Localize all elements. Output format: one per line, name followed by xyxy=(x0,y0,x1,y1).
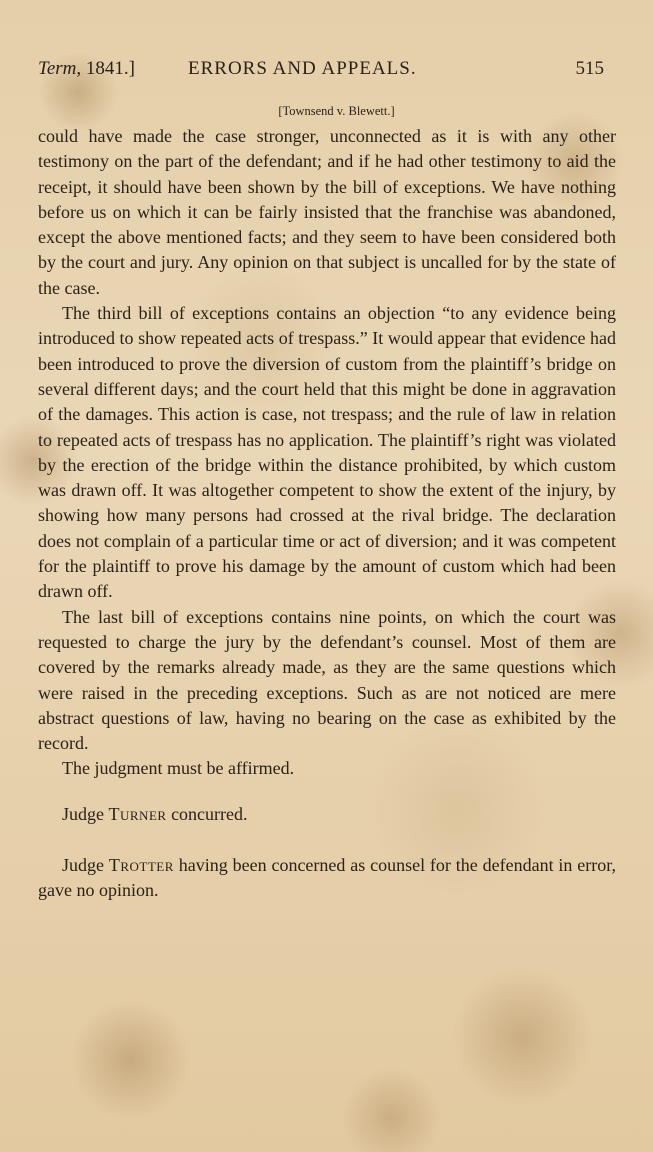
spacer xyxy=(38,827,616,853)
term-label: Term, xyxy=(38,58,82,79)
concurrence-line xyxy=(38,802,616,827)
paragraph-2: The third bill of exceptions contains an objection “to any evidence being introduced to show repeated acts of trespass.” It would appear that evidence had been introduced to prove the diversion of custom from the plaintiff’s bridge on several different days; and the court held that this might be done in aggravation of the damages. This action is case, not trespass; and the rule of law in relation to repeated acts of trespass has no application. The plaintiff’s right was violated by the erection of the bridge within the distance prohibited, by which custom was drawn off. It was altogether competent to show the extent of the injury, by showing how many persons had crossed at the rival bridge. The declaration does not complain of a particular time or act of diversion; and it was competent for the plaintiff to prove his damage by the amount of custom which had been drawn off. xyxy=(38,303,616,602)
concurrence-prefix: Judge xyxy=(62,803,104,824)
running-header xyxy=(38,58,604,86)
case-reference xyxy=(0,104,653,119)
paragraph-4: The judgment must be affirmed. xyxy=(62,758,295,779)
concurrence-suffix: concurred. xyxy=(171,803,248,824)
year: 1841.] xyxy=(85,58,135,79)
term-year xyxy=(38,58,135,80)
recusal-line xyxy=(38,853,616,904)
section-title: ERRORS AND APPEALS. xyxy=(188,58,417,79)
case-reference-text: [Townsend v. Blewett.] xyxy=(278,104,395,118)
paragraph-3: The last bill of exceptions contains nine points, on which the court was requested to charge the jury by the defendant’s counsel. Most of them are covered by the remarks already made, as they are the same questions which were raised in the preceding exceptions. Such as are not noticed are mere abstract questions of law, having no bearing on the case as exhibited by the record. xyxy=(38,606,616,754)
spacer xyxy=(38,782,616,802)
page-number: 515 xyxy=(575,58,604,79)
body-text xyxy=(38,124,616,904)
recusal-prefix: Judge xyxy=(62,855,104,876)
judge-name-turner: Turner xyxy=(108,803,167,824)
recusal-suffix: having been concerned as counsel for the defendant in error, gave no opinion. xyxy=(38,855,617,901)
paragraph-1: could have made the case stronger, unconnected as it is with any other testimony on the part of the defendant; and if he had other testimony to aid the receipt, it should have been shown by the bill of exceptions. We have nothing before us on which it can be fairly insisted that the franchise was abandoned, except the above mentioned facts; and they seem to have been considered both by the court and jury. Any opinion on that subject is uncalled for by the state of the case. xyxy=(38,126,616,298)
judge-name-trotter: Trotter xyxy=(108,855,174,876)
